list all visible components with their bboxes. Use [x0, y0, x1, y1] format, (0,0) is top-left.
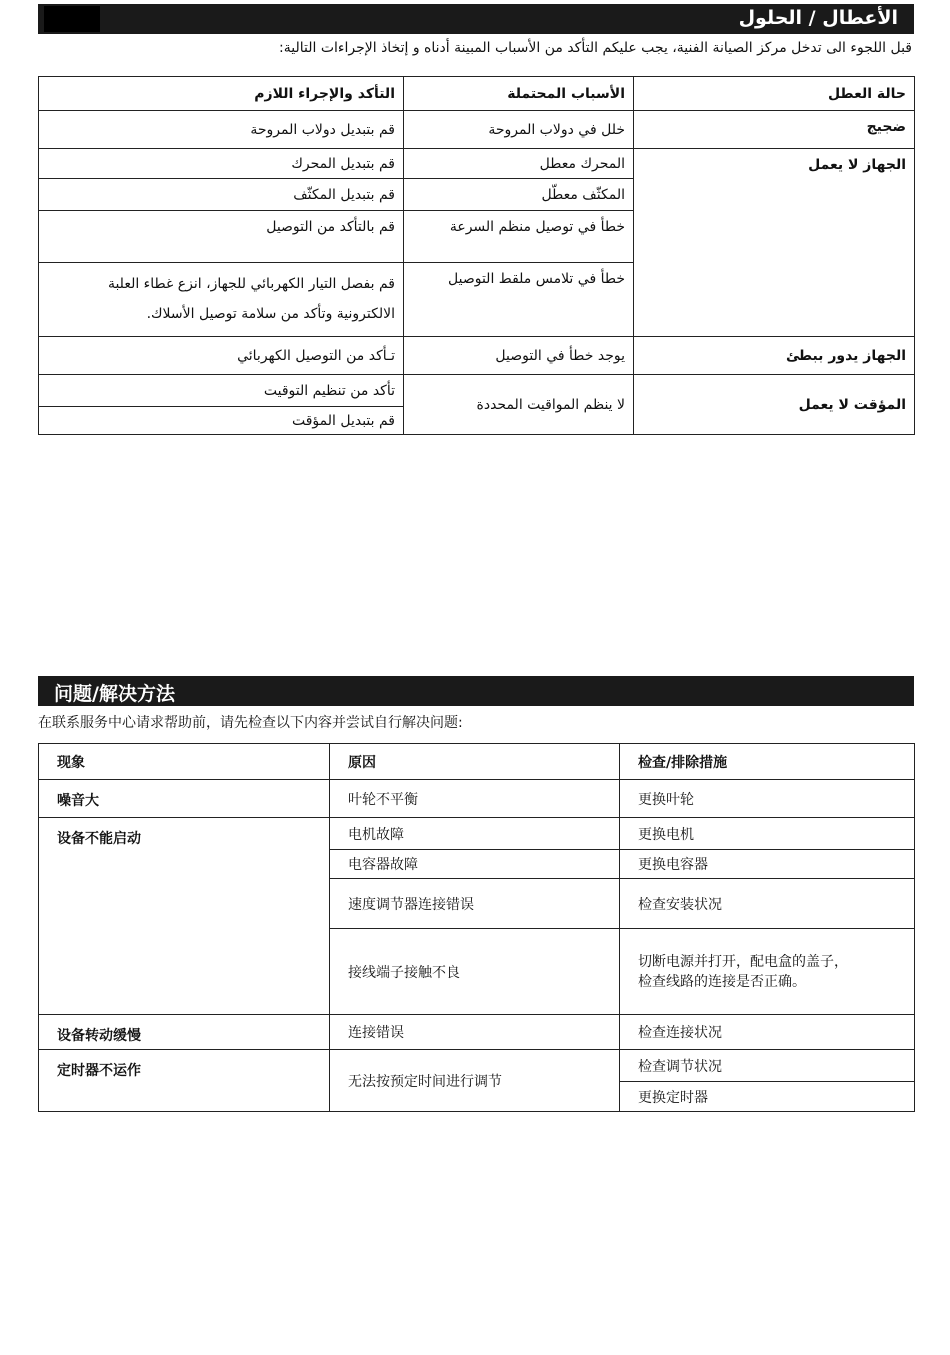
cause-cell: 电容器故障	[330, 850, 620, 879]
action-cell: 更换叶轮	[620, 780, 915, 818]
cause-header: الأسباب المحتملة	[404, 77, 634, 111]
action-cell: 更换定时器	[620, 1082, 915, 1112]
action-cell: تأكد من تنظيم التوقيت	[39, 375, 404, 407]
cause-cell: 接线端子接触不良	[330, 929, 620, 1015]
chinese-section-title: 问题/解决方法	[54, 683, 175, 705]
action-cell: قم بفصل التيار الكهربائي للجهاز، انزع غطاء العلبة الالكترونية وتأكد من سلامة توصيل الأسلاك.	[39, 263, 404, 337]
action-header: التأكد والإجراء اللازم	[39, 77, 404, 111]
symptom-timer: المؤقت لا يعمل	[634, 375, 915, 435]
table-header-row	[39, 77, 915, 111]
chinese-troubleshooting-table	[38, 743, 915, 1112]
table-row	[39, 375, 915, 407]
cause-cell: يوجد خطأ في التوصيل	[404, 337, 634, 375]
chinese-intro-text: 在联系服务中心请求帮助前，请先检查以下内容并尝试自行解决问题:	[38, 715, 463, 731]
chinese-section-header	[38, 676, 914, 706]
table-row	[39, 1015, 915, 1050]
action-line: 检查线路的连接是否正确。	[638, 973, 806, 990]
action-cell: 更换电机	[620, 818, 915, 850]
arabic-section-header	[38, 4, 914, 34]
action-cell: تـأكد من التوصيل الكهربائي	[39, 337, 404, 375]
table-row	[39, 337, 915, 375]
cause-cell: 速度调节器连接错误	[330, 879, 620, 929]
cause-header: 原因	[330, 744, 620, 780]
arabic-troubleshooting-table	[38, 76, 915, 435]
symptom-not-working: الجهاز لا يعمل	[634, 149, 915, 337]
cause-cell: خطأ في تلامس ملقط التوصيل	[404, 263, 634, 337]
table-row	[39, 1050, 915, 1082]
symptom-noise: 噪音大	[39, 780, 330, 818]
action-cell: قم بتبديل المحرك	[39, 149, 404, 179]
symptom-header: 现象	[39, 744, 330, 780]
action-cell: قم بتبديل دولاب المروحة	[39, 111, 404, 149]
symptom-slow: 设备转动缓慢	[39, 1015, 330, 1050]
table-row	[39, 149, 915, 179]
header-black-block	[44, 6, 100, 32]
symptom-noise: ضجيج	[634, 111, 915, 149]
arabic-section-title: الأعطال / الحلول	[738, 7, 898, 29]
cause-cell: المحرك معطل	[404, 149, 634, 179]
cause-cell: 电机故障	[330, 818, 620, 850]
symptom-not-working: 设备不能启动	[39, 818, 330, 1015]
table-row	[39, 111, 915, 149]
cause-cell: خلل في دولاب المروحة	[404, 111, 634, 149]
action-cell: قم بتبديل المكثّف	[39, 179, 404, 211]
action-cell: 检查调节状况	[620, 1050, 915, 1082]
symptom-slow: الجهاز يدور ببطئ	[634, 337, 915, 375]
symptom-header: حالة العطل	[634, 77, 915, 111]
cause-cell: لا ينظم المواقيت المحددة	[404, 375, 634, 435]
cause-cell: 无法按预定时间进行调节	[330, 1050, 620, 1112]
action-line: 切断电源并打开，配电盒的盖子，	[638, 953, 848, 970]
table-row	[39, 780, 915, 818]
table-row	[39, 818, 915, 850]
cause-cell: 叶轮不平衡	[330, 780, 620, 818]
cause-cell: 连接错误	[330, 1015, 620, 1050]
cause-cell: خطأ في توصيل منظم السرعة	[404, 211, 634, 263]
symptom-timer: 定时器不运作	[39, 1050, 330, 1112]
action-cell: 检查连接状况	[620, 1015, 915, 1050]
action-cell	[620, 929, 915, 1015]
action-cell: 更换电容器	[620, 850, 915, 879]
action-cell: قم بالتأكد من التوصيل	[39, 211, 404, 263]
action-cell: 检查安装状况	[620, 879, 915, 929]
action-cell: قم بتبديل المؤقت	[39, 407, 404, 435]
table-header-row	[39, 744, 915, 780]
cause-cell: المكثّف معطّل	[404, 179, 634, 211]
action-header: 检查/排除措施	[620, 744, 915, 780]
arabic-intro-text: قبل اللجوء الى تدخل مركز الصيانة الفنية، يجب عليكم التأكد من الأسباب المبينة أدناه و إتخاذ الإجراءات التالية:	[279, 40, 912, 56]
